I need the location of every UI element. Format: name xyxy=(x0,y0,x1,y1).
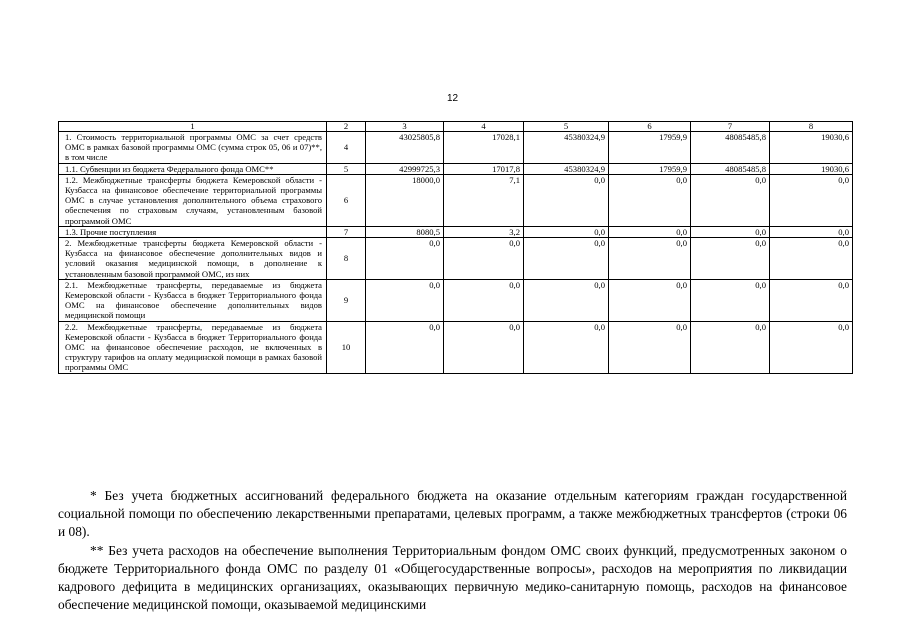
column-header: 6 xyxy=(609,122,691,132)
row-description: 1.2. Межбюджетные трансферты бюджета Кемеровской области - Кузбасса на финансовое обеспечение территориальной программы ОМС в случае установления дополнительного объема страхового обеспечения по страховым случаям, установленным базовой программой ОМС xyxy=(59,174,327,226)
row-code: 7 xyxy=(327,226,366,237)
cell-value: 17028,1 xyxy=(444,132,524,164)
cell-value: 0,0 xyxy=(691,226,770,237)
cell-value: 45380324,9 xyxy=(524,163,609,174)
cell-value: 8080,5 xyxy=(366,226,444,237)
row-description: 1. Стоимость территориальной программы ОМС за счет средств ОМС в рамках базовой программы ОМС (сумма строк 05, 06 и 07)**, в том числе xyxy=(59,132,327,164)
cell-value: 0,0 xyxy=(691,279,770,321)
cell-value: 7,1 xyxy=(444,174,524,226)
cell-value: 0,0 xyxy=(444,238,524,280)
cell-value: 0,0 xyxy=(609,226,691,237)
column-header: 1 xyxy=(59,122,327,132)
row-code: 8 xyxy=(327,238,366,280)
row-code: 4 xyxy=(327,132,366,164)
cell-value: 0,0 xyxy=(366,321,444,373)
row-code: 5 xyxy=(327,163,366,174)
cell-value: 0,0 xyxy=(444,321,524,373)
row-description: 1.3. Прочие поступления xyxy=(59,226,327,237)
cell-value: 0,0 xyxy=(691,321,770,373)
cell-value: 0,0 xyxy=(770,226,853,237)
cell-value: 0,0 xyxy=(366,279,444,321)
column-header: 5 xyxy=(524,122,609,132)
cell-value: 0,0 xyxy=(609,279,691,321)
column-header: 8 xyxy=(770,122,853,132)
table-row xyxy=(59,163,853,174)
cell-value: 0,0 xyxy=(524,226,609,237)
cell-value: 48085485,8 xyxy=(691,132,770,164)
cell-value: 0,0 xyxy=(524,238,609,280)
cell-value: 0,0 xyxy=(609,238,691,280)
cell-value: 0,0 xyxy=(770,321,853,373)
cell-value: 0,0 xyxy=(691,238,770,280)
column-header: 2 xyxy=(327,122,366,132)
cell-value: 0,0 xyxy=(524,279,609,321)
cell-value: 18000,0 xyxy=(366,174,444,226)
cell-value: 0,0 xyxy=(366,238,444,280)
row-description: 2. Межбюджетные трансферты бюджета Кемеровской области - Кузбасса на финансовое обеспечение дополнительных видов и условий оказания медицинской помощи, в дополнение к установленным базовой программой ОМС, из них xyxy=(59,238,327,280)
footnote-2: ** Без учета расходов на обеспечение выполнения Территориальным фондом ОМС своих функций, предусмотренных законом о бюджете Территориального фонда ОМС по разделу 01 «Общегосударственные вопросы», расходов на мероприятия по ликвидации кадрового дефицита в медицинских организациях, оказывающих первичную медико-санитарную помощь, расходов на финансовое обеспечение медицинской помощи, оказываемой медицинскими xyxy=(58,542,847,613)
row-code: 6 xyxy=(327,174,366,226)
row-description: 2.1. Межбюджетные трансферты, передаваемые из бюджета Кемеровской области - Кузбасса в бюджет Территориального фонда ОМС на финансовое обеспечение дополнительных видов медицинской помощи xyxy=(59,279,327,321)
table-row xyxy=(59,279,853,321)
cell-value: 0,0 xyxy=(691,174,770,226)
cell-value: 19030,6 xyxy=(770,163,853,174)
cell-value: 17959,9 xyxy=(609,163,691,174)
row-code: 9 xyxy=(327,279,366,321)
table-row xyxy=(59,132,853,164)
cell-value: 17959,9 xyxy=(609,132,691,164)
cell-value: 3,2 xyxy=(444,226,524,237)
cell-value: 19030,6 xyxy=(770,132,853,164)
page-number: 12 xyxy=(446,93,459,104)
cell-value: 48085485,8 xyxy=(691,163,770,174)
cell-value: 17017,8 xyxy=(444,163,524,174)
table-row xyxy=(59,174,853,226)
table-row xyxy=(59,226,853,237)
cell-value: 45380324,9 xyxy=(524,132,609,164)
cell-value: 43025805,8 xyxy=(366,132,444,164)
cell-value: 0,0 xyxy=(524,174,609,226)
footnote-1: * Без учета бюджетных ассигнований федерального бюджета на оказание отдельным категориям граждан государственной социальной помощи по обеспечению лекарственными препаратами, целевых программ, а также межбюджетных трансфертов (строки 06 и 08). xyxy=(58,488,847,540)
table-row xyxy=(59,321,853,373)
cell-value: 0,0 xyxy=(609,321,691,373)
cell-value: 0,0 xyxy=(609,174,691,226)
cell-value: 0,0 xyxy=(444,279,524,321)
cell-value: 0,0 xyxy=(524,321,609,373)
column-header: 7 xyxy=(691,122,770,132)
cell-value: 0,0 xyxy=(770,238,853,280)
column-header: 4 xyxy=(444,122,524,132)
row-code: 10 xyxy=(327,321,366,373)
cell-value: 42999725,3 xyxy=(366,163,444,174)
column-header: 3 xyxy=(366,122,444,132)
row-description: 1.1. Субвенции из бюджета Федерального фонда ОМС** xyxy=(59,163,327,174)
footnotes xyxy=(58,487,847,614)
financing-table xyxy=(58,121,853,374)
cell-value: 0,0 xyxy=(770,279,853,321)
row-description: 2.2. Межбюджетные трансферты, передаваемые из бюджета Кемеровской области - Кузбасса в бюджет Территориального фонда ОМС на финансовое обеспечение расходов, не включенных в структуру тарифов на оплату медицинской помощи в рамках базовой программы ОМС xyxy=(59,321,327,373)
table-header-row xyxy=(59,122,853,132)
table-row xyxy=(59,238,853,280)
cell-value: 0,0 xyxy=(770,174,853,226)
